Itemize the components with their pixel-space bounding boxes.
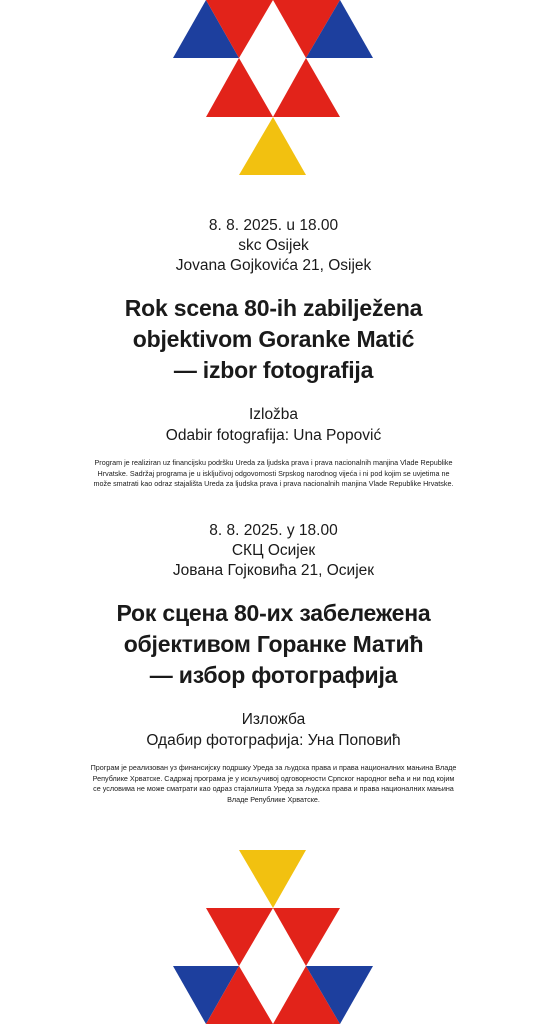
latin-title-line: objektivom Goranke Matić: [132, 326, 415, 352]
cyrillic-title: [0, 598, 547, 691]
latin-title: [0, 293, 547, 386]
legal-line: Hrvatske. Sadržaj programa je u isključivoj odgovornosti Srpskog narodnog vijeća i ni pod kojim se uvjetima ne: [97, 468, 450, 478]
latin-date: 8. 8. 2025. u 18.00: [208, 217, 339, 234]
yellow-triangle: [239, 117, 306, 175]
cyrillic-title-line: објективом Горанке Матић: [123, 631, 424, 657]
latin-legal-notice: [59, 458, 489, 490]
yellow-triangle: [239, 850, 306, 908]
cyrillic-address: Јована Гојковића 21, Осијек: [172, 562, 375, 579]
legal-line: Program je realiziran uz financijsku podršku Ureda za ljudska prava i prava nacionalnih manjina Vlade Republike: [94, 458, 453, 467]
latin-title-line: — izbor fotografija: [173, 357, 374, 383]
legal-line: Програм је реализован уз финансијску подршку Уреда за људска права и права националних мањина Владе: [90, 763, 457, 772]
cyrillic-section: [0, 521, 547, 805]
latin-address: Jovana Gojkovića 21, Osijek: [175, 257, 372, 274]
latin-section: [0, 216, 547, 490]
legal-line: Владе Републике Хрватске.: [227, 794, 320, 804]
red-triangle-mid-right: [273, 58, 340, 117]
latin-title-line: Rok scena 80-ih zabilježena: [124, 295, 423, 321]
latin-curator: Odabir fotografija: Una Popović: [165, 427, 382, 444]
legal-line: može smatrati kao odraz stajališta Ureda za ljudska prava i prava nacionalnih manjina Vlade Republike Hrvatske.: [93, 479, 454, 489]
cyrillic-event-info: [0, 521, 547, 581]
cyrillic-exhibition-info: [0, 709, 547, 751]
cyrillic-curator: Одабир фотографија: Уна Поповић: [146, 732, 401, 749]
cyrillic-venue: СКЦ Осијек: [231, 542, 316, 559]
latin-event-info: [0, 216, 547, 276]
red-triangle-mid-left: [206, 908, 273, 966]
legal-line: Републике Хрватске. Садржај програма је у искључивој одговорности Српског народног већа и ни под којим: [92, 773, 455, 783]
cyrillic-date: 8. 8. 2025. у 18.00: [209, 522, 338, 539]
red-triangle-mid-right: [273, 908, 340, 966]
latin-kind: Izložba: [248, 406, 299, 423]
latin-venue: skc Osijek: [238, 237, 309, 254]
cyrillic-title-line: Рок сцена 80-их забележена: [116, 600, 431, 626]
latin-exhibition-info: [0, 404, 547, 446]
top-triangle-ornament: [0, 0, 547, 175]
bottom-triangle-ornament: [0, 850, 547, 1024]
legal-line: се условима не може сматрати као одраз стајалишта Уреда за људска права и права националних мањина: [93, 784, 454, 794]
red-triangle-mid-left: [206, 58, 273, 117]
cyrillic-legal-notice: [56, 763, 492, 805]
cyrillic-title-line: — избор фотографија: [149, 662, 398, 688]
cyrillic-kind: Изложба: [241, 711, 306, 728]
